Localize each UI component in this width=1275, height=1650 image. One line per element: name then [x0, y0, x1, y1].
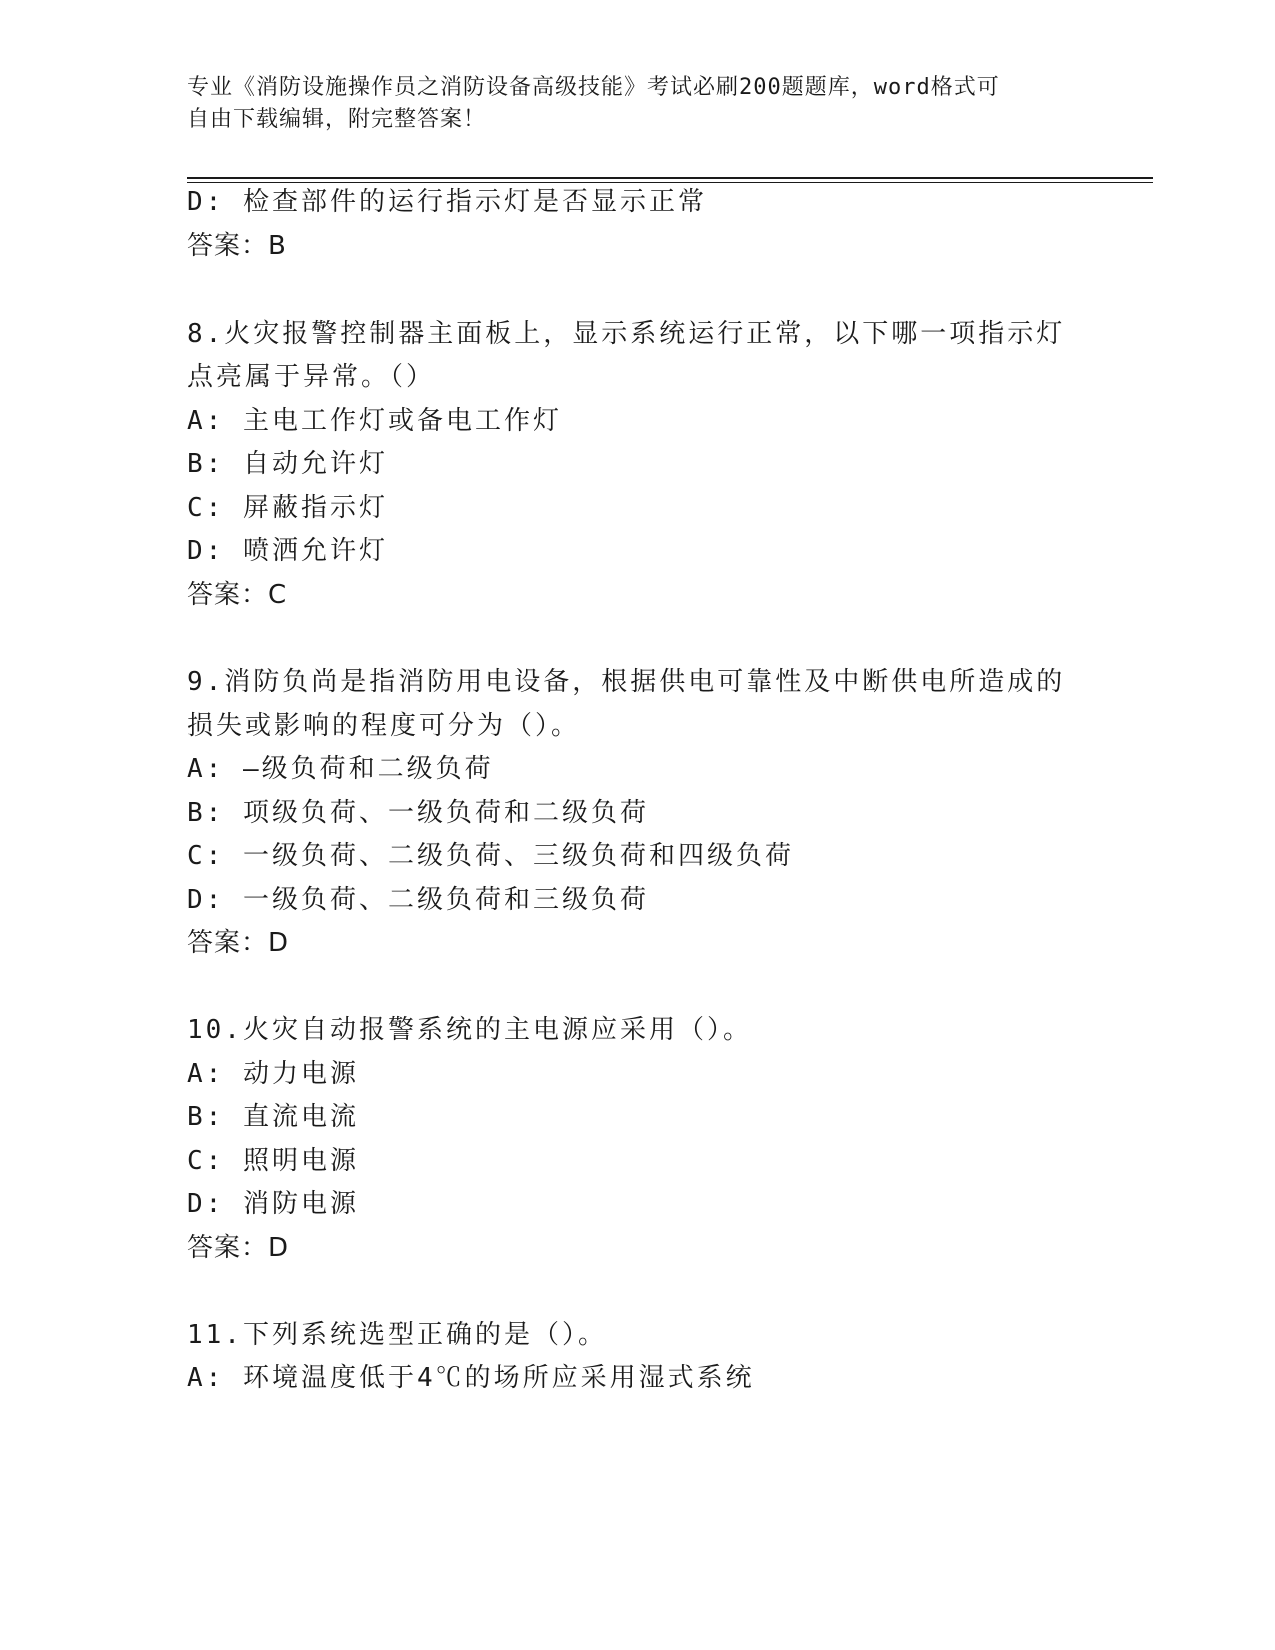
q9-option-a: A: —级负荷和二级负荷 — [187, 754, 494, 784]
q9-answer: 答案：D — [187, 928, 290, 958]
header-line-1: 专业《消防设施操作员之消防设备高级技能》考试必刷200题题库，word格式可 — [187, 75, 1000, 100]
q9-option-c: C: 一级负荷、二级负荷、三级负荷和四级负荷 — [187, 841, 794, 871]
q10-option-b: B: 直流电流 — [187, 1102, 359, 1132]
q8-option-a: A: 主电工作灯或备电工作灯 — [187, 406, 562, 436]
q10-answer: 答案：D — [187, 1233, 290, 1263]
q10-option-a: A: 动力电源 — [187, 1059, 359, 1089]
q8-option-b: B: 自动允许灯 — [187, 449, 388, 479]
q10-option-d: D: 消防电源 — [187, 1189, 359, 1219]
header-divider-thick — [187, 177, 1153, 179]
q8-answer: 答案：C — [187, 580, 288, 610]
q10-stem: 10.火灾自动报警系统的主电源应采用（）。 — [187, 1015, 752, 1045]
q8-option-c: C: 屏蔽指示灯 — [187, 493, 388, 523]
q8-stem-line-2: 点亮属于异常。（） — [187, 362, 436, 392]
q11-stem: 11.下列系统选型正确的是（）。 — [187, 1320, 607, 1350]
q9-option-b: B: 项级负荷、一级负荷和二级负荷 — [187, 798, 649, 828]
header-line-2: 自由下载编辑，附完整答案！ — [187, 107, 487, 132]
page-header — [187, 72, 1087, 136]
q8-stem-line-1: 8.火灾报警控制器主面板上，显示系统运行正常，以下哪一项指示灯 — [187, 319, 1066, 349]
q9-stem-line-1: 9.消防负尚是指消防用电设备，根据供电可靠性及中断供电所造成的 — [187, 667, 1066, 697]
prev-option-d: D: 检查部件的运行指示灯是否显示正常 — [187, 187, 707, 217]
prev-answer: 答案：B — [187, 231, 287, 261]
q9-option-d: D: 一级负荷、二级负荷和三级负荷 — [187, 885, 649, 915]
q10-option-c: C: 照明电源 — [187, 1146, 359, 1176]
header-divider-thin — [187, 182, 1153, 183]
q11-option-a: A: 环境温度低于4℃的场所应采用湿式系统 — [187, 1363, 755, 1393]
q8-option-d: D: 喷洒允许灯 — [187, 536, 388, 566]
q9-stem-line-2: 损失或影响的程度可分为（）。 — [187, 711, 581, 741]
